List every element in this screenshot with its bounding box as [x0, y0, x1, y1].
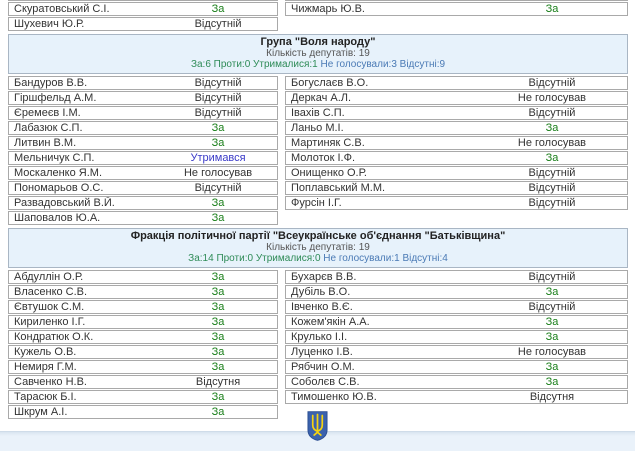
vote-status: За [211, 271, 225, 283]
deputy-row [285, 121, 628, 135]
deputy-name: Івахів С.П. [291, 107, 345, 119]
vote-status: Відсутній [528, 182, 576, 194]
deputy-name: Івченко В.Є. [291, 301, 353, 313]
deputy-column-right [285, 0, 628, 32]
deputy-name: Бухарєв В.В. [291, 271, 357, 283]
deputy-row [285, 2, 628, 16]
deputy-name: Лабазюк С.П. [14, 122, 83, 134]
deputy-name: Луценко І.В. [291, 346, 353, 358]
vote-status: За [211, 346, 225, 358]
vote-status: Не голосував [517, 346, 587, 358]
deputy-row [285, 151, 628, 165]
deputy-name: Гіршфельд А.М. [14, 92, 97, 104]
vote-status: Відсутній [528, 271, 576, 283]
deputy-row [8, 2, 278, 16]
deputy-name: Молоток І.Ф. [291, 152, 356, 164]
deputy-row [285, 375, 628, 389]
vote-status: Відсутній [194, 107, 242, 119]
faction-sections [8, 0, 628, 420]
deputy-name: Онищенко О.Р. [291, 167, 367, 179]
faction-name: Фракція політичної партії "Всеукраїнське об'єднання "Батьківщина" [130, 230, 506, 242]
deputy-row [8, 390, 278, 404]
deputy-count: Кількість депутатів: 19 [266, 242, 370, 253]
deputy-name: Крулько І.І. [291, 331, 348, 343]
deputy-name: Кондратюк О.К. [14, 331, 94, 343]
deputy-row [8, 330, 278, 344]
deputy-row [285, 270, 628, 284]
deputy-column-left [8, 0, 278, 32]
deputy-name: Москаленко Я.М. [14, 167, 103, 179]
deputy-row [285, 285, 628, 299]
vote-status: За [545, 122, 559, 134]
vote-summary-main: За:6 Проти:0 Утрималися:1 [190, 59, 318, 70]
deputy-row [8, 405, 278, 419]
deputy-name: Шкрум А.І. [14, 406, 68, 418]
deputy-name: Тарасюк Б.І. [14, 391, 77, 403]
deputy-name: Тимошенко Ю.В. [291, 391, 377, 403]
deputy-row [8, 76, 278, 90]
deputy-name: Пономарьов О.С. [14, 182, 104, 194]
deputy-name: Власенко С.В. [14, 286, 88, 298]
deputy-row [285, 330, 628, 344]
faction-deputies [8, 76, 628, 226]
deputy-name: Немиря Г.М. [14, 361, 77, 373]
vote-status: За [211, 286, 225, 298]
vote-results-list [8, 0, 628, 420]
vote-status: За [211, 316, 225, 328]
deputy-name: Кириленко І.Г. [14, 316, 86, 328]
vote-status: За [545, 3, 559, 15]
deputy-name: Литвин В.М. [14, 137, 77, 149]
deputy-name: Соболєв С.В. [291, 376, 360, 388]
deputy-row [285, 106, 628, 120]
vote-status: Відсутній [528, 167, 576, 179]
faction-header [8, 34, 628, 74]
deputy-row [8, 136, 278, 150]
deputy-row [8, 91, 278, 105]
deputy-name: Мельничук С.П. [14, 152, 95, 164]
deputy-row [8, 166, 278, 180]
ukraine-coat-of-arms-icon [307, 410, 328, 442]
deputy-row [8, 17, 278, 31]
deputy-row [8, 360, 278, 374]
faction-deputies [8, 270, 628, 420]
deputy-row [285, 360, 628, 374]
vote-status: Відсутній [528, 197, 576, 209]
vote-status: Відсутня [195, 376, 241, 388]
vote-status: За [211, 391, 225, 403]
deputy-column-right [285, 76, 628, 226]
vote-status: Не голосував [517, 92, 587, 104]
deputy-row [8, 196, 278, 210]
deputy-name: Поплавський М.М. [291, 182, 386, 194]
deputy-name: Чижмарь Ю.В. [291, 3, 365, 15]
vote-status: Відсутній [528, 301, 576, 313]
deputy-column-left [8, 76, 278, 226]
deputy-row [285, 166, 628, 180]
deputy-name: Рябчин О.М. [291, 361, 355, 373]
deputy-row [285, 345, 628, 359]
vote-summary-extra: Не голосували:3 Відсутні:9 [320, 59, 446, 70]
deputy-row [8, 300, 278, 314]
vote-status: Відсутній [194, 77, 242, 89]
vote-summary-main: За:14 Проти:0 Утрималися:0 [188, 253, 321, 264]
deputy-row [285, 76, 628, 90]
deputy-name: Єремеєв І.М. [14, 107, 81, 119]
deputy-row [8, 211, 278, 225]
deputy-row [285, 315, 628, 329]
deputy-name: Шаповалов Ю.А. [14, 212, 101, 224]
deputy-count: Кількість депутатів: 19 [266, 48, 370, 59]
deputy-row [8, 121, 278, 135]
vote-status: Не голосував [183, 167, 253, 179]
vote-status: За [211, 361, 225, 373]
deputy-row [8, 151, 278, 165]
deputy-row [8, 315, 278, 329]
deputy-row [8, 270, 278, 284]
deputy-row [285, 91, 628, 105]
deputy-row [285, 300, 628, 314]
deputy-name: Скуратовський С.І. [14, 3, 110, 15]
vote-status: За [211, 197, 225, 209]
vote-status: Відсутній [528, 77, 576, 89]
faction-name: Група "Воля народу" [260, 36, 376, 48]
vote-status: Не голосував [517, 137, 587, 149]
vote-status: За [211, 3, 225, 15]
deputy-row [8, 285, 278, 299]
deputy-name: Ланьо М.І. [291, 122, 344, 134]
deputy-name: Развадовський В.Й. [14, 197, 115, 209]
deputy-row [8, 375, 278, 389]
deputy-name: Дубіль В.О. [291, 286, 351, 298]
deputy-name: Фурсін І.Г. [291, 197, 342, 209]
vote-status: Відсутній [528, 107, 576, 119]
deputy-row [285, 390, 628, 404]
vote-summary-extra: Не голосували:1 Відсутні:4 [323, 253, 448, 264]
deputy-column-left [8, 270, 278, 420]
cut-row-border [285, 0, 628, 1]
deputy-row [8, 345, 278, 359]
deputy-name: Деркач А.Л. [291, 92, 352, 104]
deputy-row [285, 136, 628, 150]
deputy-name: Кужель О.В. [14, 346, 77, 358]
deputy-row [8, 181, 278, 195]
vote-status: За [211, 212, 225, 224]
vote-status: За [545, 152, 559, 164]
vote-status: За [211, 331, 225, 343]
faction-header [8, 228, 628, 268]
faction-deputies [8, 0, 628, 32]
deputy-row [285, 196, 628, 210]
cut-row-border [8, 0, 278, 1]
deputy-name: Богуслаєв В.О. [291, 77, 369, 89]
vote-status: Відсутній [194, 18, 242, 30]
vote-status: Відсутня [529, 391, 575, 403]
deputy-row [8, 106, 278, 120]
deputy-row [285, 181, 628, 195]
vote-status: Відсутній [194, 92, 242, 104]
vote-summary [13, 254, 623, 264]
deputy-name: Абдуллін О.Р. [14, 271, 84, 283]
deputy-name: Савченко Н.В. [14, 376, 87, 388]
vote-status: За [545, 361, 559, 373]
deputy-name: Бандуров В.В. [14, 77, 88, 89]
vote-status: За [545, 331, 559, 343]
deputy-name: Шухевич Ю.Р. [14, 18, 85, 30]
vote-status: За [545, 376, 559, 388]
vote-status: Утримався [190, 152, 246, 164]
vote-status: За [545, 286, 559, 298]
vote-status: За [545, 316, 559, 328]
deputy-name: Мартиняк С.В. [291, 137, 365, 149]
deputy-name: Євтушок С.М. [14, 301, 85, 313]
vote-status: За [211, 122, 225, 134]
vote-status: За [211, 137, 225, 149]
vote-status: За [211, 406, 225, 418]
vote-summary [13, 60, 623, 70]
deputy-name: Кожем'якін А.А. [291, 316, 370, 328]
deputy-column-right [285, 270, 628, 420]
vote-status: За [211, 301, 225, 313]
vote-status: Відсутній [194, 182, 242, 194]
